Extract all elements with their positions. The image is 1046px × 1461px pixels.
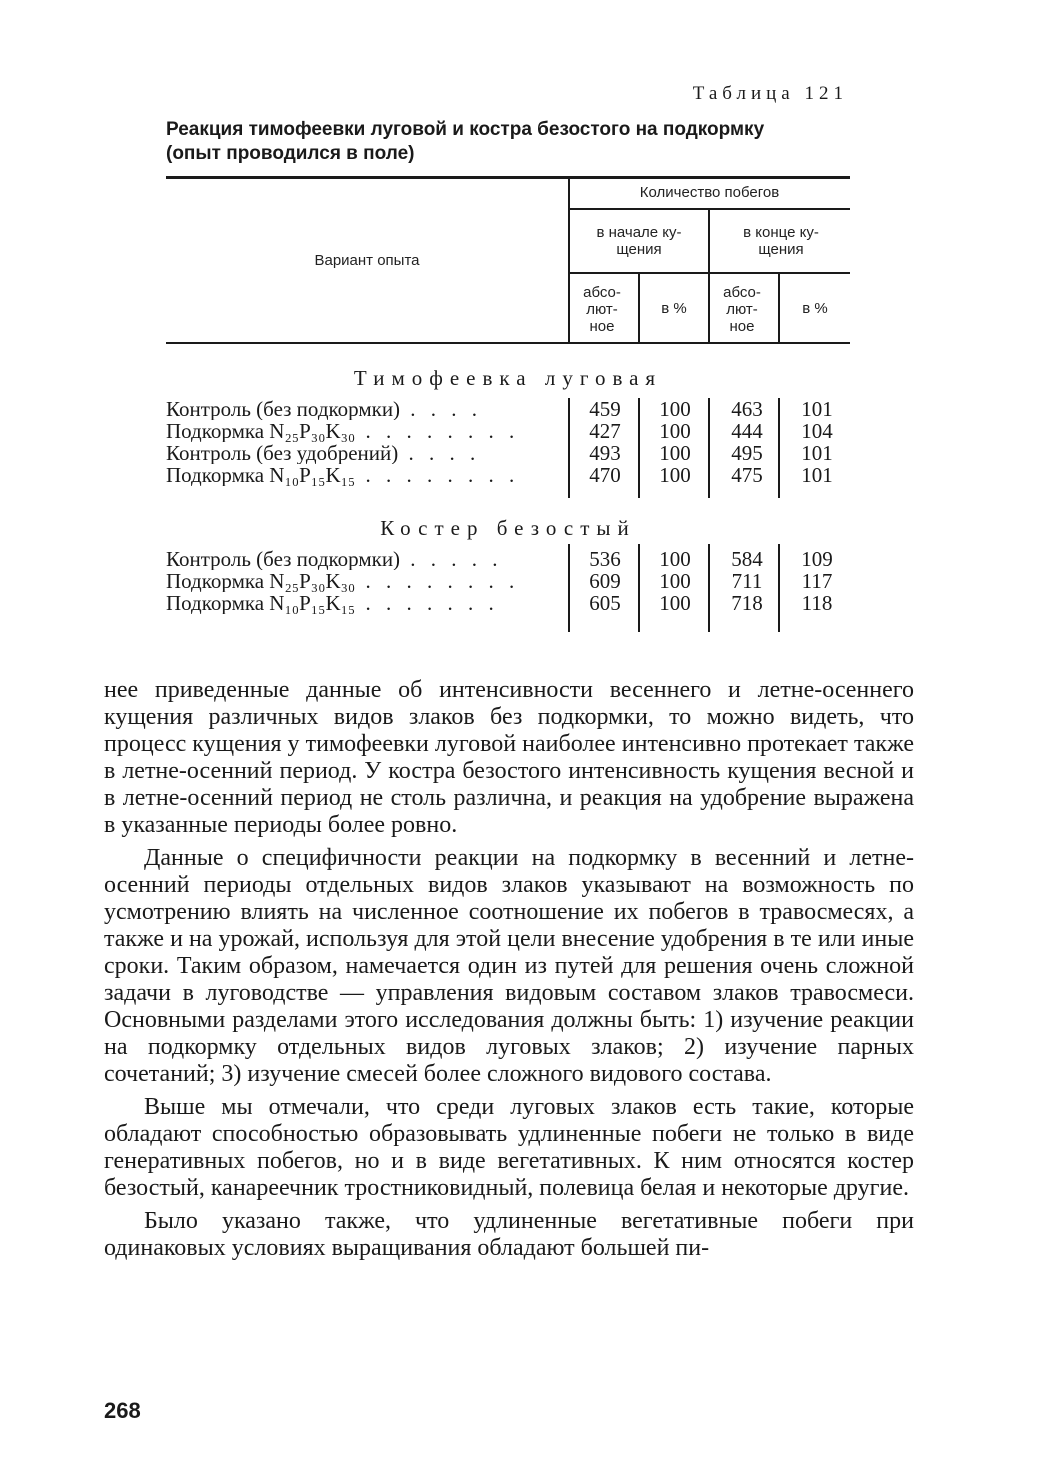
cell-start-percent: 100 [659, 569, 691, 593]
cell-start-percent: 100 [659, 547, 691, 571]
paragraph: Было указано также, что удлиненные вегетативные побеги при одинаковых условиях выращивания обладают большей пи- [104, 1208, 914, 1261]
table-row [166, 398, 850, 420]
cell-end-absolute: 718 [731, 591, 763, 615]
cell-start-absolute: 605 [589, 591, 621, 615]
cell-start-percent: 100 [659, 591, 691, 615]
cell-start-absolute: 427 [589, 419, 621, 443]
table-top-rule [166, 176, 850, 179]
cell-end-absolute: 495 [731, 441, 763, 465]
row-label: Подкормка N₁₀P₁₅K₁₅ . . . . . . . . [166, 464, 520, 486]
row-label: Контроль (без удобрений) . . . . [166, 442, 481, 464]
header-percent-2: в % [802, 300, 828, 317]
body-text [104, 677, 914, 1268]
table-row [166, 570, 850, 592]
table-title-line-2: (опыт проводился в поле) [166, 143, 415, 164]
header-divider [569, 208, 850, 210]
table-title-line-1: Реакция тимофеевки луговой и костра безостого на подкормку [166, 119, 765, 140]
cell-start-absolute: 459 [589, 397, 621, 421]
row-label: Подкормка N₂₅P₃₀K₃₀ . . . . . . . . [166, 420, 520, 442]
table-row [166, 420, 850, 442]
page-number: 268 [104, 1398, 141, 1423]
table-row [166, 442, 850, 464]
cell-start-absolute: 493 [589, 441, 621, 465]
paragraph: нее приведенные данные об интенсивности весеннего и летне-осеннего кущения различных видов злаков без подкормки, то можно видеть, что процесс кущения у тимофеевки луговой наиболее интенсивно протекает также в летне-осенний период. У костра безостого интенсивность кущения весной и в летне-осенний период не столь различна, и реакция на удобрение выражена в указанные периоды более ровно. [104, 677, 914, 838]
cell-start-percent: 100 [659, 419, 691, 443]
header-divider [568, 179, 570, 342]
cell-end-absolute: 444 [731, 419, 763, 443]
cell-end-percent: 101 [801, 441, 833, 465]
header-divider [708, 209, 710, 342]
table-row [166, 548, 850, 570]
table-title [166, 118, 856, 166]
cell-end-percent: 109 [801, 547, 833, 571]
cell-end-absolute: 711 [731, 569, 763, 593]
header-shoot-count: Количество побегов [639, 184, 780, 201]
header-absolute-2: абсо- лют- ное [723, 284, 761, 335]
row-label: Контроль (без подкормки) . . . . [166, 398, 483, 420]
cell-end-absolute: 463 [731, 397, 763, 421]
table-row [166, 464, 850, 486]
row-label: Подкормка N₂₅P₃₀K₃₀ . . . . . . . . [166, 570, 520, 592]
cell-end-percent: 101 [801, 463, 833, 487]
row-label: Контроль (без подкормки) . . . . . [166, 548, 503, 570]
cell-start-absolute: 609 [589, 569, 621, 593]
cell-end-percent: 104 [801, 419, 833, 443]
table-number: Таблица 121 [692, 83, 848, 104]
cell-end-absolute: 475 [731, 463, 763, 487]
table-header-rule [166, 342, 850, 344]
cell-start-percent: 100 [659, 441, 691, 465]
header-tillering-start: в начале ку- щения [596, 224, 682, 258]
section-title: Тимофеевка луговая [353, 366, 663, 390]
header-divider [569, 272, 850, 274]
header-absolute-1: абсо- лют- ное [583, 284, 621, 335]
cell-start-percent: 100 [659, 463, 691, 487]
paragraph: Данные о специфичности реакции на подкормку в весенний и летне-осенний периоды отдельных видов злаков указывают на возможность по усмотрению влиять на численное соотношение их побегов в травосмесях, а также и на урожай, используя для этой цели внесение удобрения в те или иные сроки. Таким образом, намечается один из путей для решения очень сложной задачи в луговодстве — управления видовым составом злаков травосмеси. Основными разделами этого исследования должны быть: 1) изучение реакции на подкормку отдельных видов луговых злаков; 2) изучение парных сочетаний; 3) изучение смесей более сложного видового состава. [104, 845, 914, 1087]
cell-start-absolute: 536 [589, 547, 621, 571]
table-row [166, 592, 850, 614]
cell-end-percent: 117 [801, 569, 833, 593]
cell-end-percent: 101 [801, 397, 833, 421]
cell-start-absolute: 470 [589, 463, 621, 487]
cell-end-percent: 118 [801, 591, 833, 615]
cell-start-percent: 100 [659, 397, 691, 421]
section-title: Костер безостый [380, 516, 636, 540]
header-variant: Вариант опыта [314, 252, 420, 269]
paragraph: Выше мы отмечали, что среди луговых злаков есть такие, которые обладают способностью образовывать удлиненные побеги не только в виде генеративных побегов, но и в виде вегетативных. К ним относятся костер безостый, канареечник тростниковидный, полевица белая и некоторые другие. [104, 1094, 914, 1201]
row-label: Подкормка N₁₀P₁₅K₁₅ . . . . . . . [166, 592, 499, 614]
header-percent-1: в % [661, 300, 687, 317]
cell-end-absolute: 584 [731, 547, 763, 571]
header-tillering-end: в конце ку- щения [743, 224, 819, 258]
